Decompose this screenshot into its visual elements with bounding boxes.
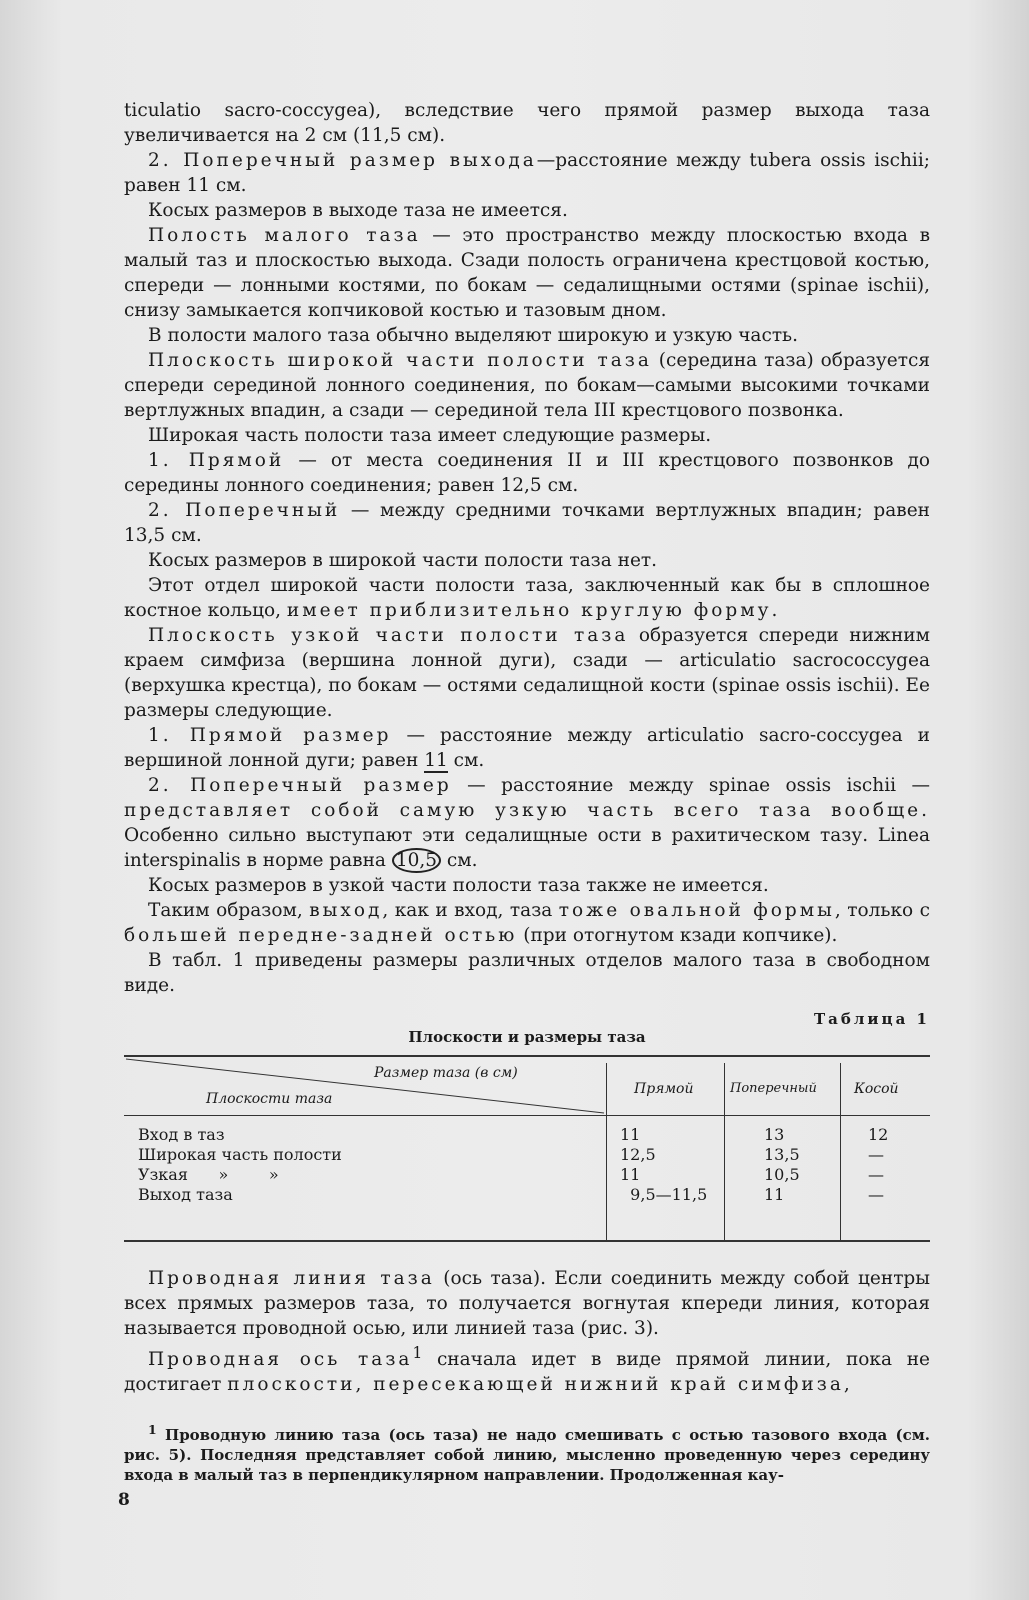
paragraph-text: см.	[541, 475, 579, 496]
table-cell: 11	[764, 1185, 785, 1204]
table-cell: 11	[620, 1165, 641, 1184]
spaced-emphasis: плоскости, пересекающей нижний край симфиза,	[227, 1374, 853, 1396]
paragraph-text: см.	[447, 750, 485, 771]
paragraph: Косых размеров в широкой части полости таза нет.	[148, 550, 658, 571]
paragraph: Широкая часть полости таза имеет следующие размеры.	[148, 425, 712, 446]
page-number: 8	[118, 1490, 130, 1510]
spaced-emphasis: большей передне-задней остью	[124, 925, 518, 946]
paragraph	[124, 448, 930, 498]
header-transverse: Поперечный	[730, 1081, 817, 1096]
spaced-heading: Полость малого таза	[148, 225, 421, 246]
paragraph	[124, 898, 930, 948]
spaced-heading: Плоскость широкой части полости таза	[148, 350, 652, 371]
table-cell: 13,5	[764, 1145, 800, 1164]
table-cell: —	[868, 1185, 884, 1204]
footnote-mark: 1	[148, 1422, 157, 1437]
spaced-heading: 2. Поперечный размер	[148, 775, 452, 796]
paragraph-text: (середина таза) образуется спереди серединой лонного соединения, по бокам—самыми высокими точками вертлужных впадин, а сзади — серединой тела III крестцового позвонка.	[124, 350, 931, 421]
table-cell: 13	[764, 1125, 785, 1144]
paragraph: В полости малого таза обычно выделяют широкую и узкую часть.	[148, 325, 799, 346]
footnote-text: Проводную линию таза (ось таза) не надо смешивать с остью тазового входа (см. рис. 5). Последняя представляет собой линию, мысленно проведенную через середину входа в малый таз в перпендикулярном направлении. Продолженная кау-	[124, 1426, 930, 1484]
row-label: Узкая » »	[138, 1165, 279, 1184]
row-label: Широкая часть полости	[138, 1145, 342, 1164]
oblique-values	[868, 1125, 888, 1205]
paragraph-text: (ось таза). Если соединить между собой центры всех прямых размеров таза, то получается вогнутая кпереди линия, которая называется проводной осью, или линией таза (рис. 3).	[124, 1268, 931, 1339]
straight-values	[620, 1125, 707, 1205]
paragraph-text: , как и вход, таза	[382, 900, 559, 921]
paragraph	[124, 223, 930, 323]
row-labels	[138, 1125, 342, 1205]
paragraph-text: образуется спереди нижним краем симфиза (вершина лонной дуги), сзади — articulatio sacrococcygea (верхушка крестца), по бокам — остями седалищной кости (spinae ossis ischii). Ее размеры следующие.	[124, 625, 930, 721]
diagonal-header-line	[124, 1057, 606, 1115]
paragraph-text: сначала идет в виде прямой линии, пока не достигает	[124, 1349, 930, 1396]
column-divider	[606, 1063, 607, 1240]
paragraph-text: — это пространство между плоскостью входа в малый таз и плоскостью выхода. Сзади полость ограничена крестцовой костью, спереди — лонными костями, по бокам — седалищными остями (spinae ischii), снизу замыкается копчиковой костью и тазовым дном.	[124, 225, 930, 321]
paragraph	[124, 623, 930, 723]
column-divider	[840, 1063, 841, 1240]
paragraph	[124, 573, 930, 623]
table-caption: Таблица 1	[813, 1010, 930, 1028]
header-size: Размер таза (в см)	[374, 1065, 518, 1081]
paragraph-text: , только с	[834, 900, 930, 921]
table-cell: 10,5	[764, 1165, 800, 1184]
spaced-heading: Плоскость узкой части полости таза	[148, 625, 629, 646]
paragraph	[124, 1341, 930, 1397]
table-cell: 12	[868, 1125, 889, 1144]
spaced-emphasis: выход	[309, 900, 383, 921]
value: 12,5	[500, 475, 542, 496]
header-oblique: Косой	[854, 1081, 899, 1097]
row-label: Выход таза	[138, 1185, 233, 1204]
paragraph	[124, 1266, 930, 1341]
table-cell: —	[868, 1145, 884, 1164]
footnote	[124, 1420, 930, 1485]
paragraph-text: Особенно сильно выступают эти седалищные ости в рахитическом тазу. Linea interspinalis в норме равна	[124, 825, 930, 871]
spaced-heading: Проводная ось таза	[148, 1349, 413, 1371]
body-text	[124, 98, 930, 998]
spaced-heading: 2. Поперечный размер выхода	[148, 150, 537, 171]
row-label: Вход в таз	[138, 1125, 225, 1144]
spaced-heading: Проводная линия таза	[148, 1268, 435, 1289]
paragraph-text: — расстояние между articulatio sacro-coccygea и вершиной лонной дуги; равен	[124, 725, 931, 771]
spaced-emphasis: имеет приблизительно круглую форму.	[286, 600, 781, 621]
spaced-heading: 1. Прямой размер	[148, 725, 392, 746]
underlined-value: 11	[424, 750, 448, 771]
paragraph-text: см.	[441, 850, 478, 871]
paragraph-text: Таким образом,	[148, 900, 310, 921]
spaced-heading: 1. Прямой	[148, 450, 285, 471]
table-cell: 9,5—11,5	[620, 1185, 708, 1204]
paragraph-text: — между средними точками вертлужных впадин; равен 13,5 см.	[124, 500, 930, 546]
paragraph: ticulatio sacro-coccygea), вследствие чего прямой размер выхода таза увеличивается на 2 см (11,5 см).	[124, 100, 930, 146]
circled-value: 10,5	[392, 848, 441, 873]
header-planes: Плоскости таза	[206, 1091, 333, 1107]
spaced-emphasis: тоже овальной формы	[558, 900, 835, 921]
spaced-heading: 2. Поперечный	[148, 500, 341, 521]
paragraph	[124, 723, 930, 773]
footnote-marker: 1	[412, 1344, 423, 1362]
spaced-emphasis: представляет собой самую узкую часть всего таза вообще.	[124, 800, 930, 821]
table-cell: —	[868, 1165, 884, 1184]
paragraph	[124, 773, 930, 873]
column-divider	[724, 1063, 725, 1240]
paragraph: В табл. 1 приведены размеры различных отделов малого таза в свободном виде.	[124, 950, 930, 996]
paragraph-text: —расстояние между tubera ossis ischii; равен 11 см.	[124, 150, 930, 196]
paragraph: Косых размеров в выходе таза не имеется.	[148, 200, 568, 221]
paragraph-text: Этот отдел широкой части полости таза, заключенный как бы в сплошное костное кольцо,	[124, 575, 930, 621]
table-cell: 12,5	[620, 1145, 656, 1164]
header-divider	[124, 1115, 930, 1116]
table-cell: 11	[620, 1125, 641, 1144]
paragraph	[124, 348, 930, 423]
table-title: Плоскости и размеры таза	[408, 1028, 646, 1046]
paragraph: Косых размеров в узкой части полости таза также не имеется.	[148, 875, 769, 896]
paragraph-text: — от места соединения II и III крестцового позвонков до середины лонного соединения; равен	[124, 450, 930, 496]
paragraph	[124, 498, 930, 548]
dimensions-table	[124, 1055, 930, 1242]
paragraph-text: (при отогнутом кзади копчике).	[517, 925, 838, 946]
paragraph-text: — расстояние между spinae ossis ischii —	[451, 775, 931, 796]
paragraph	[124, 148, 930, 198]
body-text-continued	[124, 1266, 930, 1397]
header-straight: Прямой	[634, 1081, 694, 1097]
transverse-values	[764, 1125, 800, 1205]
